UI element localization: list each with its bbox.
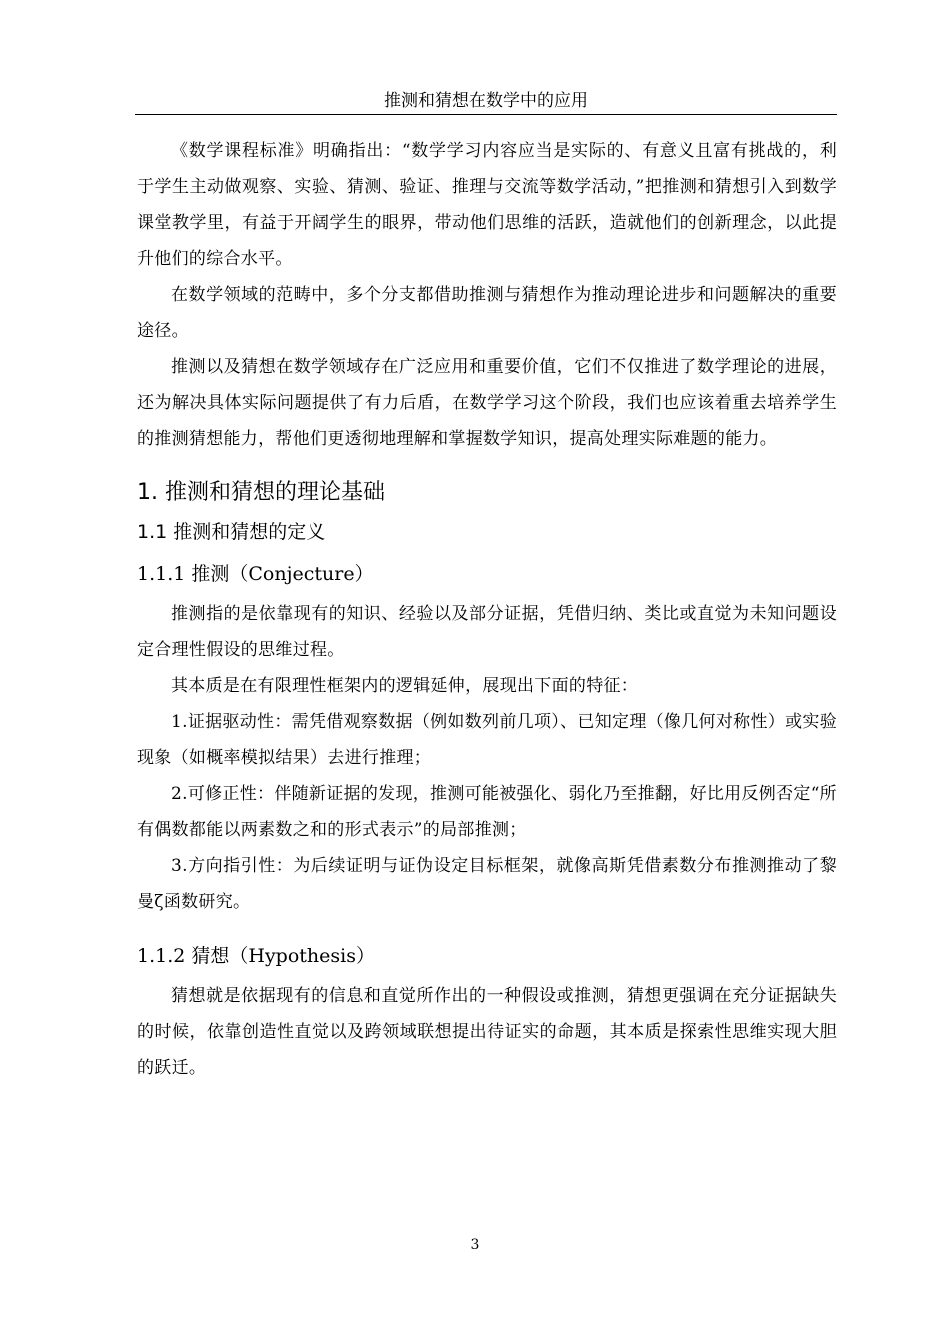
subsubsection-heading-1-1-2: 1.1.2 猜想（Hypothesis） (137, 945, 375, 967)
running-header: 推测和猜想在数学中的应用 (135, 88, 837, 115)
conjecture-feature-2: 2.可修正性：伴随新证据的发现，推测可能被强化、弱化乃至推翻，好比用反例否定“所有偶数都能以两素数之和的形式表示”的局部推测； (137, 784, 837, 840)
conjecture-feature-3: 3.方向指引性：为后续证明与证伪设定目标框架，就像高斯凭借素数分布推测推动了黎曼ζ函数研究。 (137, 856, 837, 912)
page-number: 3 (470, 1237, 480, 1253)
conjecture-paragraph-1: 推测指的是依靠现有的知识、经验以及部分证据，凭借归纳、类比或直觉为未知问题设定合理性假设的思维过程。 (137, 604, 837, 660)
intro-paragraph-3: 推测以及猜想在数学领域存在广泛应用和重要价值，它们不仅推进了数学理论的进展，还为解决具体实际问题提供了有力后盾，在数学学习这个阶段，我们也应该着重去培养学生的推测猜想能力，帮他们更透彻地理解和掌握数学知识，提高处理实际难题的能力。 (137, 357, 837, 449)
conjecture-feature-1: 1.证据驱动性：需凭借观察数据（例如数列前几项）、已知定理（像几何对称性）或实验现象（如概率模拟结果）去进行推理； (137, 712, 837, 768)
hypothesis-paragraph-1: 猜想就是依据现有的信息和直觉所作出的一种假设或推测，猜想更强调在充分证据缺失的时候，依靠创造性直觉以及跨领域联想提出待证实的命题，其本质是探索性思维实现大胆的跃迁。 (137, 986, 837, 1078)
intro-paragraph-2: 在数学领域的范畴中，多个分支都借助推测与猜想作为推动理论进步和问题解决的重要途径。 (137, 285, 837, 341)
intro-paragraph-1: 《数学课程标准》明确指出：“数学学习内容应当是实际的、有意义且富有挑战的，利于学生主动做观察、实验、猜测、验证、推理与交流等数学活动，”把推测和猜想引入到数学课堂教学里，有益于开阔学生的眼界，带动他们思维的活跃，造就他们的创新理念，以此提升他们的综合水平。 (137, 141, 837, 269)
conjecture-paragraph-2: 其本质是在有限理性框架内的逻辑延伸，展现出下面的特征： (171, 676, 639, 696)
page-body (137, 133, 837, 1086)
subsection-heading-1-1: 1.1 推测和猜想的定义 (137, 521, 326, 543)
subsubsection-heading-1-1-1: 1.1.1 推测（Conjecture） (137, 563, 374, 585)
section-heading-1: 1. 推测和猜想的理论基础 (137, 480, 385, 505)
